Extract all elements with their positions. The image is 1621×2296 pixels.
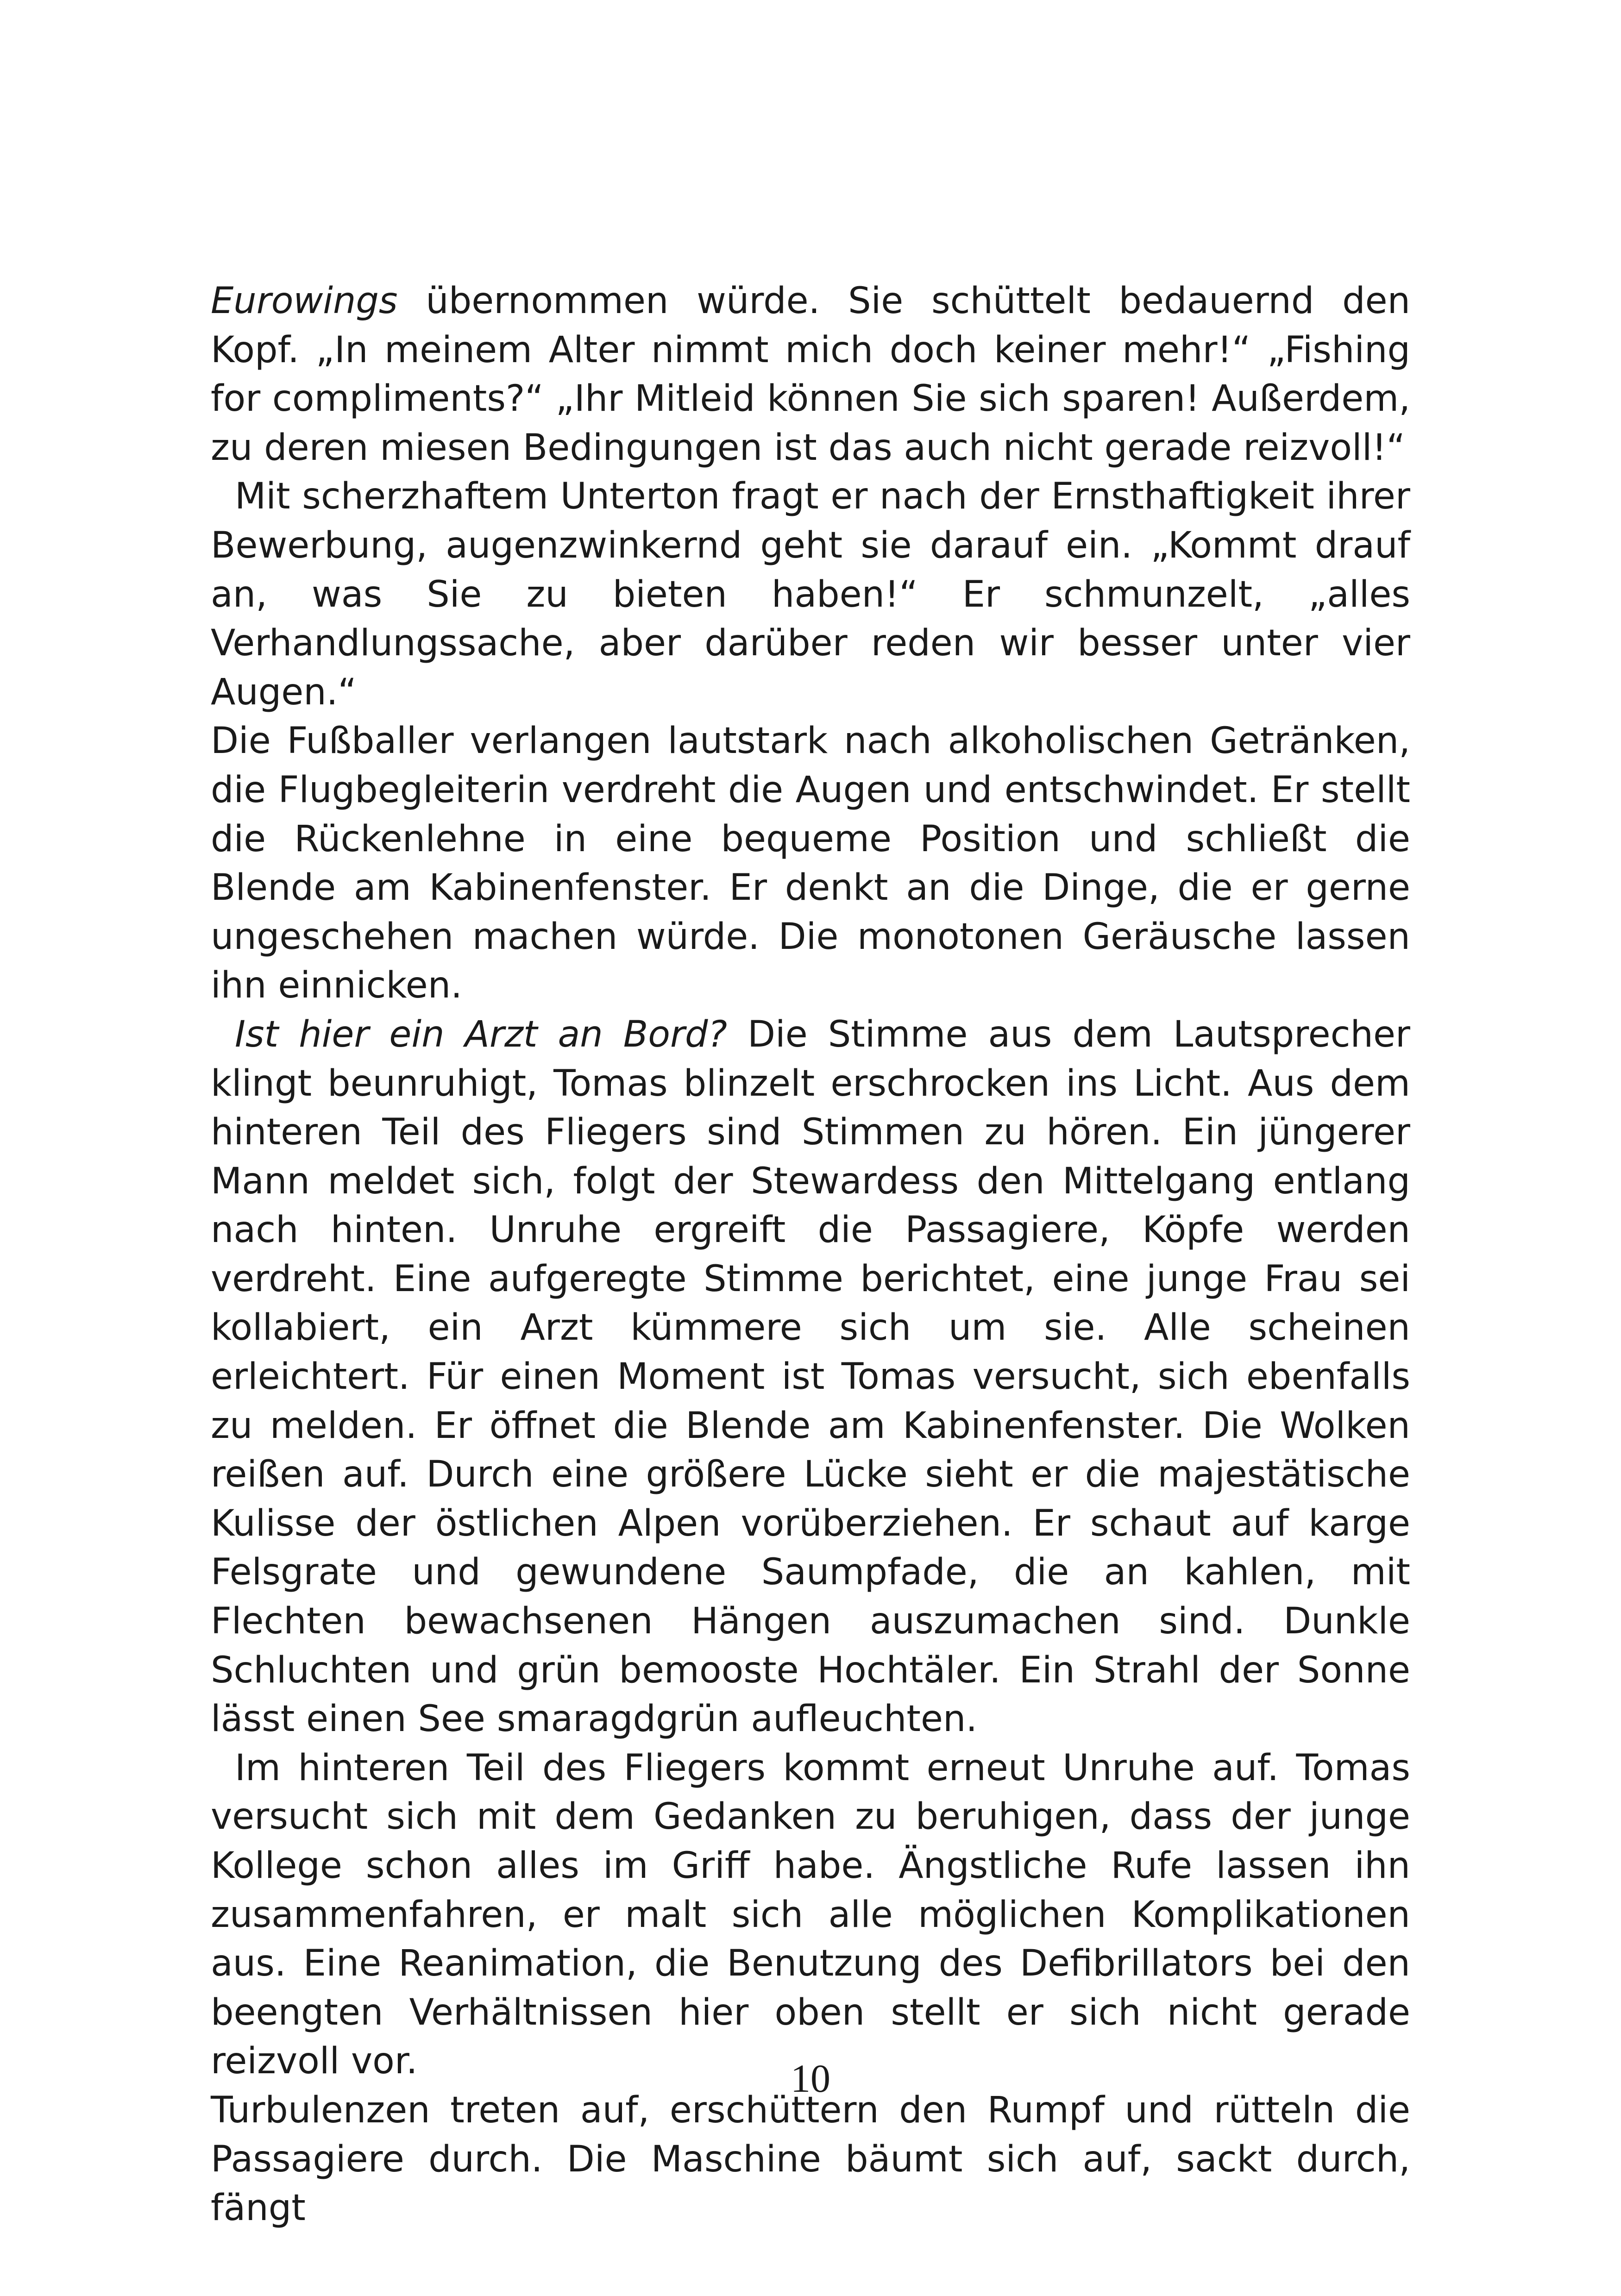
paragraph-1 xyxy=(211,277,1410,472)
paragraph-4-text: Die Stimme aus dem Lautsprecher klingt beunruhigt, Tomas blinzelt erschrocken ins Licht. Aus dem hinteren Teil des Fliegers sind Stimmen zu hören. Ein jüngerer Mann meldet sich, folgt der Stewardess den Mittelgang entlang nach hinten. Unruhe ergreift die Passagiere, Köpfe werden verdreht. Eine aufgeregte Stimme berichtet, eine junge Frau sei kollabiert, ein Arzt kümmere sich um sie. Alle scheinen erleichtert. Für einen Moment ist Tomas versucht, sich ebenfalls zu melden. Er öffnet die Blende am Kabinenfenster. Die Wolken reißen auf. Durch eine größere Lücke sieht er die majestätische Kulisse der östlichen Alpen vorüberziehen. Er schaut auf karge Felsgrate und gewundene Saumpfade, die an kahlen, mit Flechten bewachsenen Hängen auszumachen sind. Dunkle Schluchten und grün bemooste Hochtäler. Ein Strahl der Sonne lässt einen See smaragdgrün aufleuchten. xyxy=(211,1013,1411,1740)
italic-brand-name: Eurowings xyxy=(211,280,398,322)
paragraph-4 xyxy=(211,1010,1410,1744)
paragraph-2: Mit scherzhaftem Unterton fragt er nach der Ernsthaftigkeit ihrer Bewerbung, augenzwinkernd geht sie darauf ein. „Kommt drauf an, was Sie zu bieten haben!“ Er schmunzelt, „alles Verhandlungssache, aber darüber reden wir besser unter vier Augen.“ xyxy=(211,476,1410,713)
paragraph-6: Turbulenzen treten auf, erschüttern den Rumpf und rütteln die Passagiere durch. Die Maschine bäumt sich auf, sackt durch, fängt xyxy=(211,2089,1410,2229)
paragraph-3: Die Fußballer verlangen lautstark nach alkoholischen Getränken, die Flugbegleiterin verdreht die Augen und entschwindet. Er stellt die Rückenlehne in eine bequeme Position und schließt die Blende am Kabinenfenster. Er denkt an die Dinge, die er gerne ungeschehen machen würde. Die monotonen Geräusche lassen ihn einnicken. xyxy=(211,720,1410,1007)
italic-announcement: Ist hier ein Arzt an Bord? xyxy=(235,1013,727,1055)
paragraph-5: Im hinteren Teil des Fliegers kommt erneut Unruhe auf. Tomas versucht sich mit dem Gedanken zu beruhigen, dass der junge Kollege schon alles im Griff habe. Ängstliche Rufe lassen ihn zusammenfahren, er malt sich alle möglichen Komplikationen aus. Eine Reanimation, die Benutzung des Defibrillators bei den beengten Verhältnissen hier oben stellt er sich nicht gerade reizvoll vor. xyxy=(211,1747,1410,2083)
body-text xyxy=(211,277,1410,2233)
paragraph-1-text: übernommen würde. Sie schüttelt bedauernd den Kopf. „In meinem Alter nimmt mich doch keiner mehr!“ „Fishing for compliments?“ „Ihr Mitleid können Sie sich sparen! Außerdem, zu deren miesen Bedingungen ist das auch nicht gerade reizvoll!“ xyxy=(211,280,1411,469)
page-number: 10 xyxy=(791,2056,830,2101)
